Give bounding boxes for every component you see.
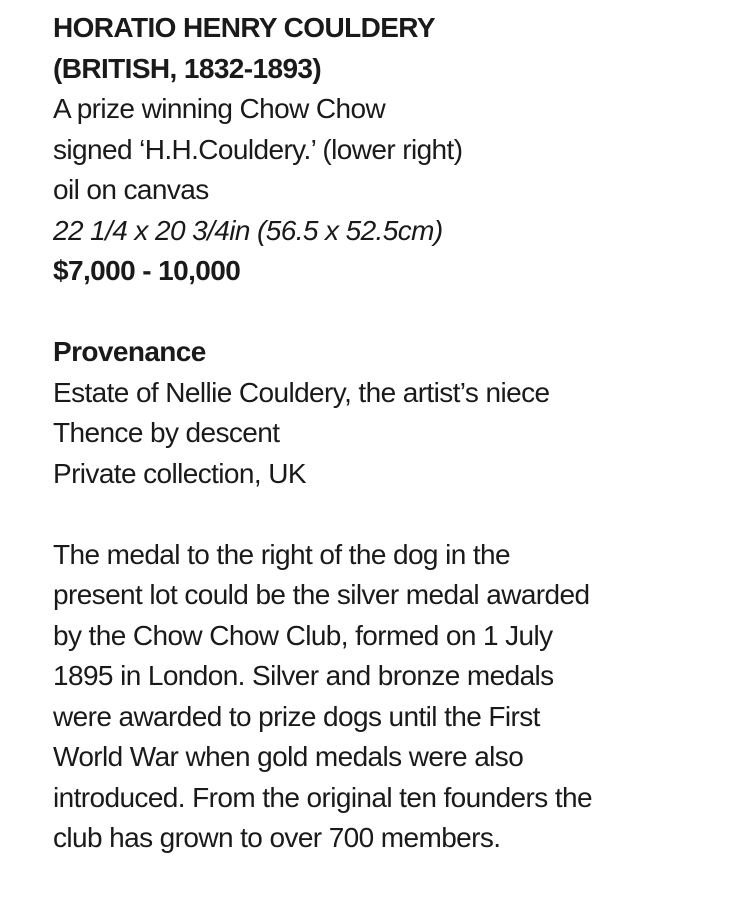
section-divider xyxy=(53,494,723,535)
note-line: present lot could be the silver medal awarded xyxy=(53,579,590,610)
note-line: The medal to the right of the dog in the xyxy=(53,538,510,570)
catalogue-note xyxy=(53,535,723,859)
note-line: by the Chow Chow Club, formed on 1 July xyxy=(53,619,553,651)
provenance-heading: Provenance xyxy=(53,336,206,367)
note-line: club has grown to over 700 members. xyxy=(53,822,501,853)
note-line: introduced. From the original ten founders the xyxy=(53,781,592,813)
artist-nationality-dates: (BRITISH, 1832-1893) xyxy=(53,52,322,84)
lot-description xyxy=(53,8,723,859)
estimate: $7,000 - 10,000 xyxy=(53,255,241,286)
provenance-item: Thence by descent xyxy=(53,417,280,448)
section-divider xyxy=(53,292,723,333)
dimensions: 22 1/4 x 20 3/4in (56.5 x 52.5cm) xyxy=(53,214,443,246)
note-line: 1895 in London. Silver and bronze medals xyxy=(53,660,554,691)
medium: oil on canvas xyxy=(53,174,209,205)
artwork-title: A prize winning Chow Chow xyxy=(53,93,386,124)
provenance-item: Private collection, UK xyxy=(53,457,306,489)
note-line: World War when gold medals were also xyxy=(53,741,524,772)
note-line: were awarded to prize dogs until the First xyxy=(53,700,540,732)
signature-note: signed ‘H.H.Couldery.’ (lower right) xyxy=(53,133,463,165)
provenance-item: Estate of Nellie Couldery, the artist’s niece xyxy=(53,376,550,408)
artist-name: HORATIO HENRY COULDERY xyxy=(53,12,435,43)
